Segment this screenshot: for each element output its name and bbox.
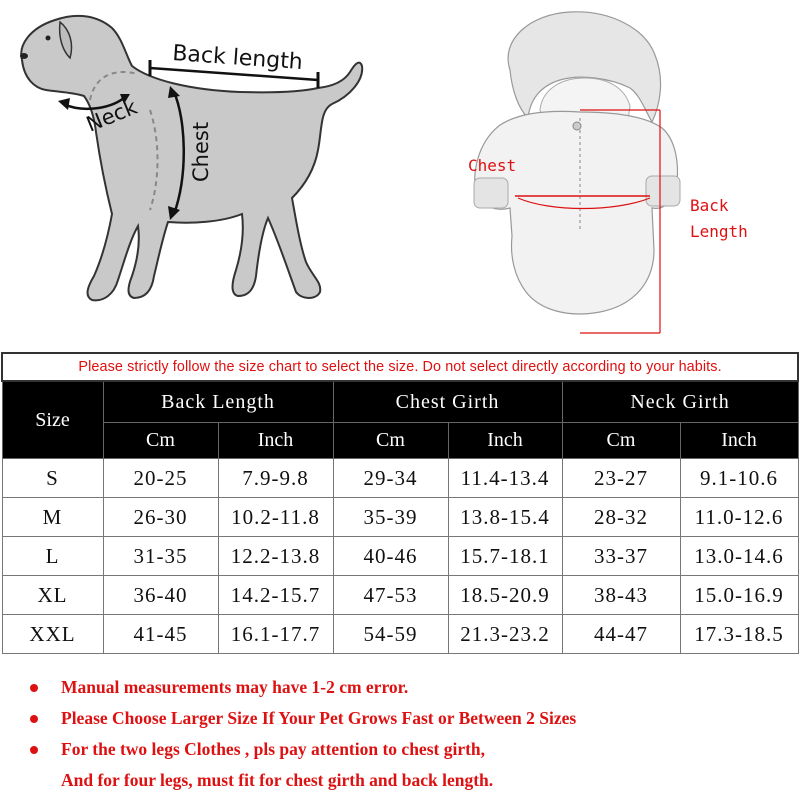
unit-header-cm: Cm (333, 423, 448, 459)
table-cell: 14.2-15.7 (218, 576, 333, 615)
table-cell: 44-47 (562, 615, 680, 654)
table-cell: 54-59 (333, 615, 448, 654)
coat-button (573, 122, 581, 130)
note-item (30, 765, 790, 796)
unit-header-inch: Inch (448, 423, 562, 459)
bullet-dot-icon (30, 715, 38, 723)
size-notes (30, 672, 790, 796)
unit-header-cm: Cm (562, 423, 680, 459)
dog-chest-label: Chest (189, 121, 213, 182)
neck-girth-header: Neck Girth (562, 381, 798, 423)
chest-girth-header: Chest Girth (333, 381, 562, 423)
table-cell: 7.9-9.8 (218, 459, 333, 498)
table-cell: 26-30 (103, 498, 218, 537)
coat-right-cuff (646, 176, 680, 206)
note-text: And for four legs, must fit for chest girth and back length. (61, 770, 494, 790)
bullet-dot-icon (30, 746, 38, 754)
unit-header-inch: Inch (218, 423, 333, 459)
coat-left-cuff (474, 178, 508, 208)
table-cell: 38-43 (562, 576, 680, 615)
coat-back-label: Back (690, 196, 729, 215)
neck-arrowhead-left (58, 98, 70, 110)
dog-eye (46, 36, 51, 41)
table-cell: 29-34 (333, 459, 448, 498)
table-row (2, 459, 798, 498)
coat-chest-label: Chest (468, 156, 517, 175)
note-text: For the two legs Clothes , pls pay attention to chest girth, (61, 739, 486, 759)
table-cell: 16.1-17.7 (218, 615, 333, 654)
table-cell: 36-40 (103, 576, 218, 615)
table-cell: 40-46 (333, 537, 448, 576)
table-cell: 9.1-10.6 (680, 459, 798, 498)
size-cell: S (2, 459, 103, 498)
table-cell: 28-32 (562, 498, 680, 537)
note-text: Please Choose Larger Size If Your Pet Grows Fast or Between 2 Sizes (61, 708, 577, 728)
dog-back-length-label: Back length (171, 41, 304, 76)
table-cell: 15.0-16.9 (680, 576, 798, 615)
table-cell: 15.7-18.1 (448, 537, 562, 576)
header-row-units (2, 423, 798, 459)
table-cell: 47-53 (333, 576, 448, 615)
note-item (30, 734, 790, 765)
back-length-header: Back Length (103, 381, 333, 423)
table-cell: 13.0-14.6 (680, 537, 798, 576)
size-cell: L (2, 537, 103, 576)
table-cell: 33-37 (562, 537, 680, 576)
bullet-dot-icon (30, 684, 38, 692)
table-cell: 12.2-13.8 (218, 537, 333, 576)
table-cell: 41-45 (103, 615, 218, 654)
table-row (2, 498, 798, 537)
note-text: Manual measurements may have 1-2 cm error. (61, 677, 409, 697)
table-row (2, 576, 798, 615)
table-cell: 17.3-18.5 (680, 615, 798, 654)
table-cell: 31-35 (103, 537, 218, 576)
dog-neck-label: Neck (82, 94, 141, 137)
table-cell: 11.4-13.4 (448, 459, 562, 498)
table-cell: 35-39 (333, 498, 448, 537)
dog-measurement-diagram (0, 0, 430, 345)
table-row (2, 537, 798, 576)
size-cell: XXL (2, 615, 103, 654)
note-item (30, 703, 790, 734)
table-cell: 20-25 (103, 459, 218, 498)
table-cell: 23-27 (562, 459, 680, 498)
notice-row (2, 353, 798, 381)
header-row-groups (2, 381, 798, 423)
size-chart-table (1, 352, 799, 654)
table-cell: 11.0-12.6 (680, 498, 798, 537)
size-column-header: Size (2, 381, 103, 459)
dog-nose (20, 53, 28, 59)
table-cell: 18.5-20.9 (448, 576, 562, 615)
unit-header-cm: Cm (103, 423, 218, 459)
size-notice: Please strictly follow the size chart to select the size. Do not select directly according to your habits. (2, 353, 798, 381)
coat-body (475, 111, 678, 314)
table-cell: 21.3-23.2 (448, 615, 562, 654)
note-item (30, 672, 790, 703)
size-cell: M (2, 498, 103, 537)
table-cell: 10.2-11.8 (218, 498, 333, 537)
table-cell: 13.8-15.4 (448, 498, 562, 537)
coat-measurement-diagram (440, 0, 800, 345)
size-cell: XL (2, 576, 103, 615)
unit-header-inch: Inch (680, 423, 798, 459)
coat-length-label: Length (690, 222, 748, 241)
table-row (2, 615, 798, 654)
